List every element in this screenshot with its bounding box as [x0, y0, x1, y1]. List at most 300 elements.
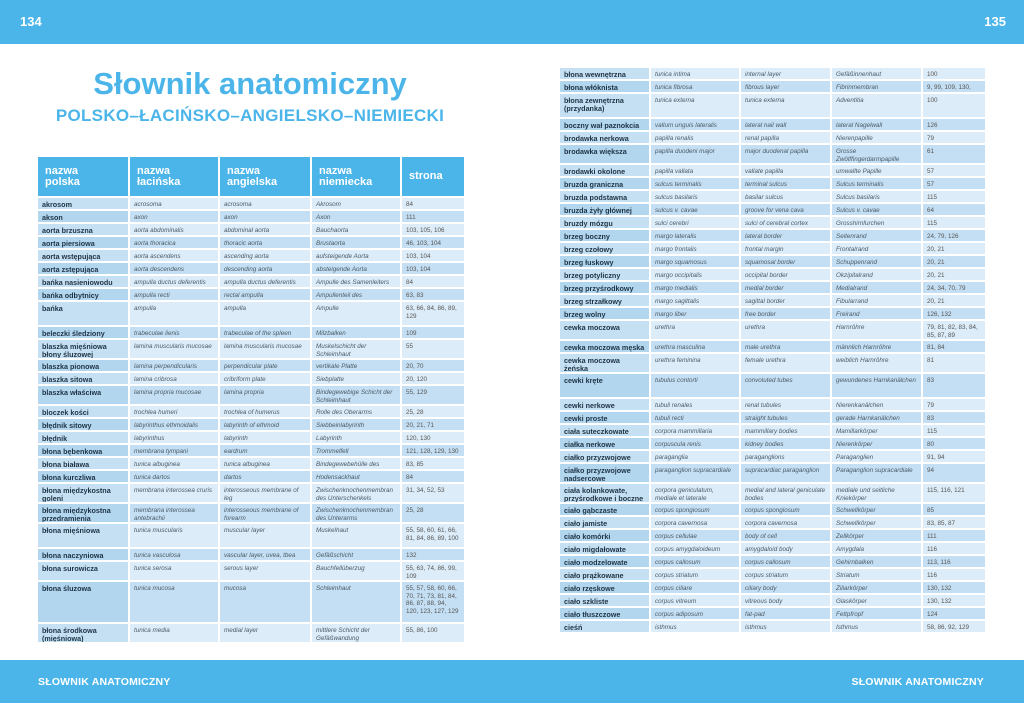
- english-name-cell: frontal margin: [741, 243, 832, 254]
- page-numbers-cell: 20, 21, 71: [402, 419, 464, 430]
- polish-name-cell: cewki kręte: [560, 374, 651, 397]
- english-name-cell: descending aorta: [220, 263, 312, 274]
- polish-name-cell: błona surowicza: [38, 562, 130, 580]
- table-row: [38, 274, 464, 287]
- polish-name-cell: ciałka nerkowe: [560, 438, 651, 449]
- german-name-cell: Gefäßinnenhaut: [832, 68, 923, 79]
- german-name-cell: Schwellkörper: [832, 504, 923, 515]
- german-name-cell: mittlere Schicht der Gefäßwandung: [312, 624, 402, 642]
- page-numbers-cell: 57: [923, 178, 985, 189]
- polish-name-cell: ciało modzelowate: [560, 556, 651, 567]
- page-numbers-cell: 84: [402, 471, 464, 482]
- polish-name-cell: błona środkowa (mięśniowa): [38, 624, 130, 642]
- latin-name-cell: trabeculae lienis: [130, 327, 220, 338]
- table-row: [38, 580, 464, 622]
- page-numbers-cell: 132: [402, 549, 464, 560]
- page-numbers-cell: 130, 132: [923, 595, 985, 606]
- table-row: [38, 502, 464, 522]
- page-numbers-cell: 83, 85, 87: [923, 517, 985, 528]
- latin-name-cell: tunica serosa: [130, 562, 220, 580]
- english-name-cell: ascending aorta: [220, 250, 312, 261]
- table-row: [38, 235, 464, 248]
- german-name-cell: Paraganglion supracardiale: [832, 464, 923, 482]
- latin-name-cell: tubuli recti: [651, 412, 741, 423]
- latin-name-cell: trochlea humeri: [130, 406, 220, 417]
- page-numbers-cell: 58, 86, 92, 129: [923, 621, 985, 632]
- polish-name-cell: bańka odbytnicy: [38, 289, 130, 300]
- english-name-cell: rectal ampulla: [220, 289, 312, 300]
- polish-name-cell: bruzda podstawna: [560, 191, 651, 202]
- page-numbers-cell: 55, 63, 74, 86, 99, 109: [402, 562, 464, 580]
- footer-left: SŁOWNIK ANATOMICZNY: [38, 676, 171, 688]
- page-numbers-cell: 81: [923, 354, 985, 372]
- page-numbers-cell: 79: [923, 132, 985, 143]
- latin-name-cell: ampulla recti: [130, 289, 220, 300]
- polish-name-cell: blaszka właściwa: [38, 386, 130, 404]
- table-row: [38, 404, 464, 417]
- latin-name-cell: margo medialis: [651, 282, 741, 293]
- german-name-cell: Ziliarkörper: [832, 582, 923, 593]
- latin-name-cell: corpora geniculatum, mediale et laterale: [651, 484, 741, 502]
- latin-name-cell: ampulla ductus deferentis: [130, 276, 220, 287]
- top-bar: [0, 0, 1024, 44]
- table-row: [560, 528, 985, 541]
- polish-name-cell: beleczki śledziony: [38, 327, 130, 338]
- table-row: [560, 92, 985, 117]
- german-name-cell: absteigende Aorta: [312, 263, 402, 274]
- polish-name-cell: brodawka nerkowa: [560, 132, 651, 143]
- table-row: [560, 567, 985, 580]
- table-row: [38, 325, 464, 338]
- latin-name-cell: sulcus basilaris: [651, 191, 741, 202]
- german-name-cell: Hodensackhaut: [312, 471, 402, 482]
- page-numbers-cell: 64: [923, 204, 985, 215]
- english-name-cell: supracardiac paraganglion: [741, 464, 832, 482]
- latin-name-cell: vallum unguis lateralis: [651, 119, 741, 130]
- english-name-cell: terminal sulcus: [741, 178, 832, 189]
- table-row: [38, 358, 464, 371]
- german-name-cell: Okzipitalrand: [832, 269, 923, 280]
- table-row: [560, 541, 985, 554]
- polish-name-cell: ciało prążkowane: [560, 569, 651, 580]
- polish-name-cell: blaszka pionowa: [38, 360, 130, 371]
- english-name-cell: occipital border: [741, 269, 832, 280]
- page-numbers-cell: 55, 57, 58, 60, 66, 70, 71, 73, 81, 84, 86, 87, 88, 94, 120, 123, 127, 129: [402, 582, 464, 622]
- german-name-cell: Fibrinmembran: [832, 81, 923, 92]
- table-row: [38, 469, 464, 482]
- latin-name-cell: membrana interossea antebrachii: [130, 504, 220, 522]
- table-row: [560, 66, 985, 79]
- page-numbers-cell: 57: [923, 165, 985, 176]
- page-numbers-cell: 116: [923, 569, 985, 580]
- table-row: [38, 522, 464, 547]
- german-name-cell: Labyrinth: [312, 432, 402, 443]
- page-numbers-cell: 115: [923, 191, 985, 202]
- german-name-cell: Schuppenrand: [832, 256, 923, 267]
- english-name-cell: lamina muscularis mucosae: [220, 340, 312, 358]
- table-row: [560, 143, 985, 163]
- table-row: [38, 261, 464, 274]
- latin-name-cell: margo occipitalis: [651, 269, 741, 280]
- polish-name-cell: błędnik sitowy: [38, 419, 130, 430]
- german-name-cell: Mamillarkörper: [832, 425, 923, 436]
- table-row: [560, 267, 985, 280]
- header-latin-name: nazwa łacińska: [130, 157, 220, 196]
- latin-name-cell: tubuli renales: [651, 399, 741, 410]
- table-row: [38, 287, 464, 300]
- polish-name-cell: błona kurczliwa: [38, 471, 130, 482]
- german-name-cell: Sulcus basilaris: [832, 191, 923, 202]
- latin-name-cell: acrosoma: [130, 198, 220, 209]
- polish-name-cell: blaszka sitowa: [38, 373, 130, 384]
- latin-name-cell: tunica mucosa: [130, 582, 220, 622]
- page-numbers-cell: 80: [923, 438, 985, 449]
- latin-name-cell: tunica dartos: [130, 471, 220, 482]
- german-name-cell: Brustaorta: [312, 237, 402, 248]
- latin-name-cell: aorta descendens: [130, 263, 220, 274]
- polish-name-cell: bańka nasieniowodu: [38, 276, 130, 287]
- table-header: [38, 157, 464, 196]
- table-row: [560, 293, 985, 306]
- german-name-cell: Ampullenteil des: [312, 289, 402, 300]
- latin-name-cell: aorta abdominalis: [130, 224, 220, 235]
- latin-name-cell: sulcus v. cavae: [651, 204, 741, 215]
- german-name-cell: Akrosom: [312, 198, 402, 209]
- table-row: [560, 228, 985, 241]
- polish-name-cell: brodawka większa: [560, 145, 651, 163]
- german-name-cell: gerade Harnkanälchen: [832, 412, 923, 423]
- polish-name-cell: bańka: [38, 302, 130, 325]
- polish-name-cell: aorta wstępująca: [38, 250, 130, 261]
- table-row: [560, 397, 985, 410]
- polish-name-cell: błona naczyniowa: [38, 549, 130, 560]
- german-name-cell: Paraganglien: [832, 451, 923, 462]
- english-name-cell: mammillary bodies: [741, 425, 832, 436]
- page-subtitle: POLSKO–ŁACIŃSKO–ANGIELSKO–NIEMIECKI: [55, 106, 445, 125]
- page-numbers-cell: 24, 34, 70, 79: [923, 282, 985, 293]
- latin-name-cell: corpus vitreum: [651, 595, 741, 606]
- latin-name-cell: corpus ciliare: [651, 582, 741, 593]
- table-row: [38, 371, 464, 384]
- latin-name-cell: margo lateralis: [651, 230, 741, 241]
- english-name-cell: cribriform plate: [220, 373, 312, 384]
- english-name-cell: labyrinth of ethmoid: [220, 419, 312, 430]
- table-row: [560, 482, 985, 502]
- table-row: [560, 462, 985, 482]
- latin-name-cell: lamina perpendicularis: [130, 360, 220, 371]
- latin-name-cell: corpus amygdaloideum: [651, 543, 741, 554]
- polish-name-cell: ciała kolankowate, przyśrodkowe i boczne: [560, 484, 651, 502]
- page-numbers-cell: 121, 128, 129, 130: [402, 445, 464, 456]
- page-numbers-cell: 115: [923, 217, 985, 228]
- page-numbers-cell: 61: [923, 145, 985, 163]
- german-name-cell: Fettpfropf: [832, 608, 923, 619]
- polish-name-cell: ciało migdałowate: [560, 543, 651, 554]
- page-numbers-cell: 25, 28: [402, 406, 464, 417]
- german-name-cell: Bindegewebehülle des: [312, 458, 402, 469]
- german-name-cell: Zellkörper: [832, 530, 923, 541]
- polish-name-cell: ciałko przyzwojowe: [560, 451, 651, 462]
- table-row: [38, 417, 464, 430]
- page-numbers-cell: 100: [923, 68, 985, 79]
- german-name-cell: Schwellkörper: [832, 517, 923, 528]
- english-name-cell: corpus callosum: [741, 556, 832, 567]
- table-row: [560, 306, 985, 319]
- page-numbers-cell: 55: [402, 340, 464, 358]
- table-row: [38, 300, 464, 325]
- table-row: [38, 547, 464, 560]
- english-name-cell: major duodenal papilla: [741, 145, 832, 163]
- table-row: [560, 423, 985, 436]
- page-title: Słownik anatomiczny: [93, 66, 407, 101]
- page-numbers-cell: 120, 130: [402, 432, 464, 443]
- german-name-cell: Seitenrand: [832, 230, 923, 241]
- german-name-cell: Nierenkanälchen: [832, 399, 923, 410]
- page-numbers-cell: 81, 84: [923, 341, 985, 352]
- table-row: [560, 189, 985, 202]
- english-name-cell: labyrinth: [220, 432, 312, 443]
- polish-name-cell: brzeg przyśrodkowy: [560, 282, 651, 293]
- german-name-cell: Grosse Zwölffingerdarmpapille: [832, 145, 923, 163]
- german-name-cell: Grosshirnfurchen: [832, 217, 923, 228]
- german-name-cell: Nierenpapille: [832, 132, 923, 143]
- polish-name-cell: bruzdy mózgu: [560, 217, 651, 228]
- latin-name-cell: paraganglion supracardiale: [651, 464, 741, 482]
- page-numbers-cell: 20, 120: [402, 373, 464, 384]
- polish-name-cell: ciało jamiste: [560, 517, 651, 528]
- german-name-cell: Bindegewebige Schicht der Schleimhaut: [312, 386, 402, 404]
- table-row: [38, 222, 464, 235]
- page-numbers-cell: 46, 103, 104: [402, 237, 464, 248]
- latin-name-cell: corpus adiposum: [651, 608, 741, 619]
- latin-name-cell: tunica media: [130, 624, 220, 642]
- latin-name-cell: labyrinthus: [130, 432, 220, 443]
- polish-name-cell: brzeg boczny: [560, 230, 651, 241]
- table-row: [38, 560, 464, 580]
- english-name-cell: sagittal border: [741, 295, 832, 306]
- english-name-cell: perpendicular plate: [220, 360, 312, 371]
- english-name-cell: trochlea of humerus: [220, 406, 312, 417]
- english-name-cell: muscular layer: [220, 524, 312, 547]
- latin-name-cell: aorta ascendens: [130, 250, 220, 261]
- latin-name-cell: sulci cerebri: [651, 217, 741, 228]
- english-name-cell: axon: [220, 211, 312, 222]
- polish-name-cell: błona zewnętrzna (przydanka): [560, 94, 651, 117]
- page-numbers-cell: 83: [923, 412, 985, 423]
- latin-name-cell: axon: [130, 211, 220, 222]
- german-name-cell: weiblich Harnröhre: [832, 354, 923, 372]
- table-row: [560, 254, 985, 267]
- german-name-cell: Gehirnbalken: [832, 556, 923, 567]
- polish-name-cell: brzeg strzałkowy: [560, 295, 651, 306]
- page-numbers-cell: 100: [923, 94, 985, 117]
- german-name-cell: Harnröhre: [832, 321, 923, 339]
- page-numbers-cell: 20, 70: [402, 360, 464, 371]
- table-row: [560, 372, 985, 397]
- english-name-cell: paraganglions: [741, 451, 832, 462]
- latin-name-cell: papilla vallata: [651, 165, 741, 176]
- polish-name-cell: ciało rzęskowe: [560, 582, 651, 593]
- english-name-cell: urethra: [741, 321, 832, 339]
- polish-name-cell: aorta zstępująca: [38, 263, 130, 274]
- page-numbers-cell: 85: [923, 504, 985, 515]
- polish-name-cell: blaszka mięśniowa błony śluzowej: [38, 340, 130, 358]
- page-numbers-cell: 84: [402, 198, 464, 209]
- english-name-cell: fat-pad: [741, 608, 832, 619]
- english-name-cell: straight tubules: [741, 412, 832, 423]
- latin-name-cell: membrana tympani: [130, 445, 220, 456]
- english-name-cell: convoluted tubes: [741, 374, 832, 397]
- page-numbers-cell: 79: [923, 399, 985, 410]
- english-name-cell: kidney bodies: [741, 438, 832, 449]
- footer-right: SŁOWNIK ANATOMICZNY: [851, 676, 984, 688]
- latin-name-cell: membrana interossea cruris: [130, 484, 220, 502]
- english-name-cell: sulci of cerebral cortex: [741, 217, 832, 228]
- english-name-cell: tunica externa: [741, 94, 832, 117]
- english-name-cell: vitreous body: [741, 595, 832, 606]
- german-name-cell: Milzbalken: [312, 327, 402, 338]
- table-row: [560, 580, 985, 593]
- english-name-cell: ampulla ductus deferentis: [220, 276, 312, 287]
- page-numbers-cell: 83: [923, 374, 985, 397]
- english-name-cell: groove for vena cava: [741, 204, 832, 215]
- table-row: [38, 622, 464, 642]
- table-row: [560, 176, 985, 189]
- header-page: strona: [409, 170, 443, 182]
- english-name-cell: female urethra: [741, 354, 832, 372]
- table-row: [560, 606, 985, 619]
- english-name-cell: isthmus: [741, 621, 832, 632]
- english-name-cell: lateral nail wall: [741, 119, 832, 130]
- polish-name-cell: błona włóknista: [560, 81, 651, 92]
- german-name-cell: Freirand: [832, 308, 923, 319]
- german-name-cell: Frontalrand: [832, 243, 923, 254]
- latin-name-cell: margo squamosus: [651, 256, 741, 267]
- polish-name-cell: brzeg wolny: [560, 308, 651, 319]
- header-german-name: nazwa niemiecka: [312, 157, 402, 196]
- english-name-cell: free border: [741, 308, 832, 319]
- page-numbers-cell: 55, 86, 100: [402, 624, 464, 642]
- page-number-right: 135: [984, 14, 1006, 29]
- page-numbers-cell: 126, 132: [923, 308, 985, 319]
- polish-name-cell: cieśń: [560, 621, 651, 632]
- polish-name-cell: brzeg łuskowy: [560, 256, 651, 267]
- dictionary-table-left: [38, 157, 464, 642]
- english-name-cell: corpus spongiosum: [741, 504, 832, 515]
- polish-name-cell: bloczek kości: [38, 406, 130, 417]
- german-name-cell: Zwischenknochenmembran des Unterschenkels: [312, 484, 402, 502]
- polish-name-cell: błędnik: [38, 432, 130, 443]
- english-name-cell: trabeculae of the spleen: [220, 327, 312, 338]
- page-numbers-cell: 84: [402, 276, 464, 287]
- german-name-cell: Zwischenknochenmembran des Unterarms: [312, 504, 402, 522]
- polish-name-cell: ciała suteczkowate: [560, 425, 651, 436]
- latin-name-cell: tunica muscularis: [130, 524, 220, 547]
- polish-name-cell: błona międzykostna przedramienia: [38, 504, 130, 522]
- english-name-cell: vallate papilla: [741, 165, 832, 176]
- german-name-cell: Striatum: [832, 569, 923, 580]
- latin-name-cell: corpus cellulae: [651, 530, 741, 541]
- polish-name-cell: błona biaława: [38, 458, 130, 469]
- table-row: [560, 202, 985, 215]
- german-name-cell: Muskelschicht der Schleimhaut: [312, 340, 402, 358]
- german-name-cell: Bauchfellüberzug: [312, 562, 402, 580]
- german-name-cell: umwallte Papille: [832, 165, 923, 176]
- table-row: [560, 339, 985, 352]
- german-name-cell: Amygdala: [832, 543, 923, 554]
- table-row: [560, 436, 985, 449]
- latin-name-cell: urethra masculina: [651, 341, 741, 352]
- english-name-cell: tunica albuginea: [220, 458, 312, 469]
- german-name-cell: aufsteigende Aorta: [312, 250, 402, 261]
- german-name-cell: männlich Harnröhre: [832, 341, 923, 352]
- latin-name-cell: lamina propria mucosae: [130, 386, 220, 404]
- table-row: [560, 554, 985, 567]
- page-numbers-cell: 20, 21: [923, 269, 985, 280]
- page-numbers-cell: 124: [923, 608, 985, 619]
- english-name-cell: basilar sulcus: [741, 191, 832, 202]
- table-row: [560, 449, 985, 462]
- latin-name-cell: lamina cribrosa: [130, 373, 220, 384]
- page-numbers-cell: 103, 104: [402, 250, 464, 261]
- polish-name-cell: brzeg czołowy: [560, 243, 651, 254]
- polish-name-cell: błona śluzowa: [38, 582, 130, 622]
- english-name-cell: serous layer: [220, 562, 312, 580]
- english-name-cell: corpus striatum: [741, 569, 832, 580]
- german-name-cell: Fibularrand: [832, 295, 923, 306]
- german-name-cell: Muskelhaut: [312, 524, 402, 547]
- latin-name-cell: ampulla: [130, 302, 220, 325]
- german-name-cell: Gefäßschicht: [312, 549, 402, 560]
- table-row: [560, 619, 985, 632]
- polish-name-cell: cewka moczowa żeńska: [560, 354, 651, 372]
- table-row: [38, 456, 464, 469]
- polish-name-cell: aorta piersiowa: [38, 237, 130, 248]
- polish-name-cell: błona bębenkowa: [38, 445, 130, 456]
- english-name-cell: interosseous membrane of forearm: [220, 504, 312, 522]
- table-row: [560, 593, 985, 606]
- polish-name-cell: bruzda graniczna: [560, 178, 651, 189]
- german-name-cell: Ampulle des Samenleiters: [312, 276, 402, 287]
- polish-name-cell: akson: [38, 211, 130, 222]
- german-name-cell: Axon: [312, 211, 402, 222]
- page-numbers-cell: 9, 99, 109, 130,: [923, 81, 985, 92]
- english-name-cell: vascular layer, uvea, tbea: [220, 549, 312, 560]
- english-name-cell: squamosal border: [741, 256, 832, 267]
- page-numbers-cell: 20, 21: [923, 295, 985, 306]
- english-name-cell: amygdaloid body: [741, 543, 832, 554]
- page-numbers-cell: 130, 132: [923, 582, 985, 593]
- english-name-cell: medial layer: [220, 624, 312, 642]
- latin-name-cell: corpora cavernosa: [651, 517, 741, 528]
- german-name-cell: Sulcus terminalis: [832, 178, 923, 189]
- latin-name-cell: margo sagittalis: [651, 295, 741, 306]
- german-name-cell: Ampulle: [312, 302, 402, 325]
- german-name-cell: Medialrand: [832, 282, 923, 293]
- polish-name-cell: brzeg potyliczny: [560, 269, 651, 280]
- english-name-cell: dartos: [220, 471, 312, 482]
- table-row: [560, 319, 985, 339]
- table-row: [38, 443, 464, 456]
- latin-name-cell: isthmus: [651, 621, 741, 632]
- latin-name-cell: lamina muscularis mucosae: [130, 340, 220, 358]
- page-numbers-cell: 126: [923, 119, 985, 130]
- english-name-cell: renal papilla: [741, 132, 832, 143]
- table-row: [560, 515, 985, 528]
- latin-name-cell: tubulus contorti: [651, 374, 741, 397]
- german-name-cell: Siebbeinlabyrinth: [312, 419, 402, 430]
- polish-name-cell: błona międzykostna goleni: [38, 484, 130, 502]
